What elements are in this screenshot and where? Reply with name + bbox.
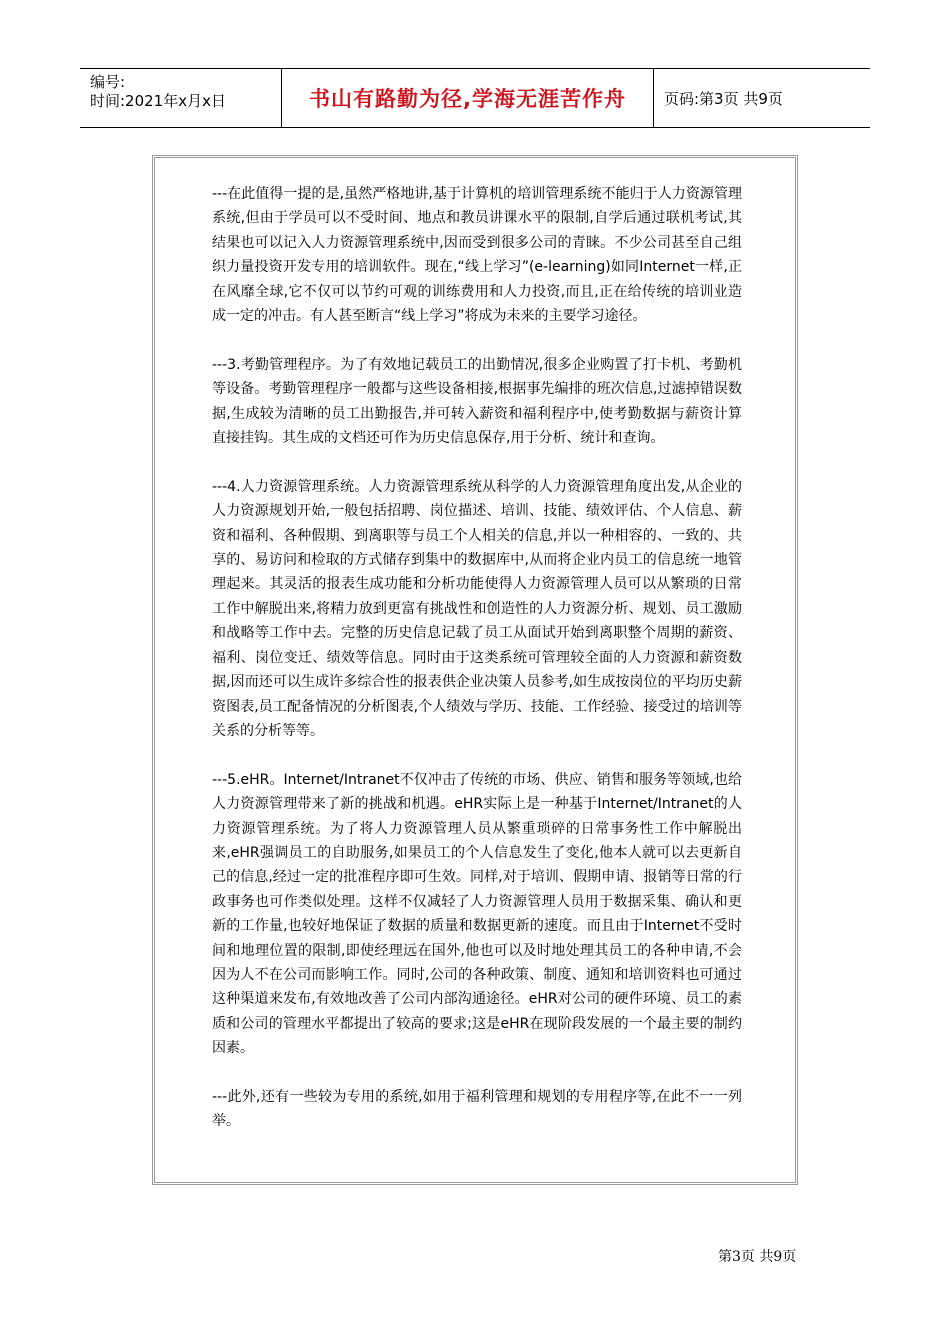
- header-motto-cell: [281, 69, 654, 127]
- header-info-cell: [80, 69, 281, 127]
- header-page-cell: [654, 69, 870, 127]
- footer-page-number: 第3页 共9页: [718, 1249, 797, 1265]
- header-motto: 书山有路勤为径,学海无涯苦作舟: [309, 87, 626, 111]
- document-date: 时间:2021年x月x日: [90, 92, 226, 110]
- paragraph-other-systems: ---此外,还有一些较为专用的系统,如用于福利管理和规划的专用程序等,在此不一一列举。: [212, 1088, 742, 1130]
- paragraph-attendance: ---3.考勤管理程序。为了有效地记载员工的出勤情况,很多企业购置了打卡机、考勤机等设备。考勤管理程序一般都与这些设备相接,根据事先编排的班次信息,过滤掉错误数据,生成较为清晰的员工出勤报告,并可转入薪资和福利程序中,使考勤数据与薪资计算直接挂钩。其生成的文档还可作为历史信息保存,用于分析、统计和查询。: [212, 356, 742, 447]
- document-body: [212, 182, 742, 1158]
- paragraph-hr-system: ---4.人力资源管理系统。人力资源管理系统从科学的人力资源管理角度出发,从企业的人力资源规划开始,一般包括招聘、岗位描述、培训、技能、绩效评估、个人信息、薪资和福利、各种假期、到离职等与员工个人相关的信息,并以一种相容的、一致的、共享的、易访问和检取的方式储存到集中的数据库中,从而将企业内员工的信息统一地管理起来。其灵活的报表生成功能和分析功能使得人力资源管理人员可以从繁琐的日常工作中解脱出来,将精力放到更富有挑战性和创造性的人力资源分析、规划、员工激励和战略等工作中去。完整的历史信息记载了员工从面试开始到离职整个周期的薪资、福利、岗位变迁、绩效等信息。同时由于这类系统可管理较全面的人力资源和薪资数据,因而还可以生成许多综合性的报表供企业决策人员参考,如生成按岗位的平均历史薪资图表,员工配备情况的分析图表,个人绩效与学历、技能、工作经验、接受过的培训等关系的分析等等。: [212, 478, 742, 739]
- document-number-label: 编号:: [90, 73, 126, 91]
- paragraph-training: ---在此值得一提的是,虽然严格地讲,基于计算机的培训管理系统不能归于人力资源管理系统,但由于学员可以不受时间、地点和教员讲课水平的限制,自学后通过联机考试,其结果也可以记入人力资源管理系统中,因而受到很多公司的青睐。不少公司甚至自己组织力量投资开发专用的培训软件。现在,“线上学习”(e-learning)如同Internet一样,正在风靡全球,它不仅可以节约可观的训练费用和人力投资,而且,正在给传统的培训业造成一定的冲击。有人甚至断言“线上学习”将成为未来的主要学习途径。: [212, 186, 742, 325]
- paragraph-ehr: ---5.eHR。Internet/Intranet不仅冲击了传统的市场、供应、销售和服务等领域,也给人力资源管理带来了新的挑战和机遇。eHR实际上是一种基于Internet/Intranet的人力资源管理系统。为了将人力资源管理人员从繁重琐碎的日常事务性工作中解脱出来,eHR强调员工的自助服务,如果员工的个人信息发生了变化,他本人就可以去更新自己的信息,经过一定的批准程序即可生效。同样,对于培训、假期申请、报销等日常的行政事务也可作类似处理。这样不仅减轻了人力资源管理人员用于数据采集、确认和更新的工作量,也较好地保证了数据的质量和数据更新的速度。而且由于Internet不受时间和地理位置的限制,即使经理远在国外,他也可以及时地处理其员工的各种申请,不会因为人不在公司而影响工作。同时,公司的各种政策、制度、通知和培训资料也可通过这种渠道来发布,有效地改善了公司内部沟通途径。eHR对公司的硬件环境、员工的素质和公司的管理水平都提出了较高的要求;这是eHR在现阶段发展的一个最主要的制约因素。: [212, 771, 742, 1057]
- page-header: [80, 68, 870, 128]
- header-page-code: 页码:第3页 共9页: [664, 89, 783, 108]
- page-footer: [718, 1246, 796, 1266]
